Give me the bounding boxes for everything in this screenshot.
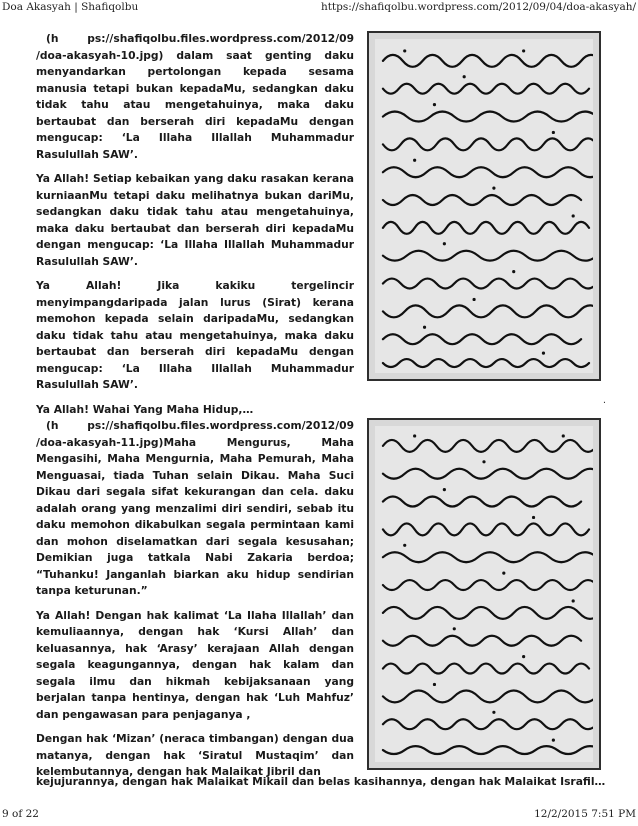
arabic-script-icon: [375, 426, 593, 762]
page-url: https://shafiqolbu.wordpress.com/2012/09/04/doa-akasyah/: [320, 1, 636, 13]
print-timestamp: 12/2/2015 7:51 PM: [534, 808, 636, 820]
arabic-script-icon: [375, 39, 593, 373]
section-1-text: [36, 31, 354, 426]
arabic-calligraphy-area: [375, 39, 593, 373]
arabic-prayer-image-2[interactable]: [367, 418, 601, 770]
paragraph: (h ps://shafiqolbu.files.wordpress.com/2012/09 /doa-akasyah-10.jpg) dalam saat genting daku menyandarkan pertolongan kepada sesama manusia tetapi bukan kepadaMu, sedangkan daku tidak tahu atau mengetahuinya, maka daku bertaubat dan berserah diri kepadaMu dengan mengucap: ‘La Illaha Illallah Muhammadur Rasulullah SAW’.: [36, 32, 354, 161]
section-2-last-line: kejujurannya, dengan hak Malaikat Mikail dan belas kasihannya, dengan hak Malaikat Israfil…: [36, 775, 606, 788]
paragraph: Ya Allah! Dengan hak kalimat ‘La Ilaha Illallah’ dan kemuliaannya, dengan hak ‘Kursi Allah’ dan keluasannya, hak ‘Arasy’ kerajaan Allah dengan segala keagungannya, dengan hak kalam dan segala ilmu dan hikmah kebijaksanaan yang berjalan tanpa hentinya, dengan hak ‘Luh Mahfuz’ dan pengawasan para penjaganya ,: [36, 608, 354, 721]
section-2-text: [36, 418, 354, 781]
paragraph: Dengan hak ‘Mizan’ (neraca timbangan) dengan dua matanya, dengan hak ‘Siratul Mustaqim’ dan kelembutannya, dengan hak Malaikat Jibril dan: [36, 732, 354, 778]
paragraph: Ya Allah! Setiap kebaikan yang daku rasakan kerana kurniaanMu tetapi daku melihatnya bukan dariMu, sedangkan daku tidak tahu atau mengetahuinya, maka daku bertaubat dan berserah diri kepadaMu dengan mengucap: ‘La Illaha Illallah Muhammadur Rasulullah SAW’.: [36, 172, 354, 268]
separator-dot: .: [602, 395, 606, 406]
page-title: Doa Akasyah | Shafiqolbu: [2, 1, 139, 13]
browser-print-header: [2, 1, 636, 15]
arabic-prayer-image-1[interactable]: [367, 31, 601, 381]
page-number: 9 of 22: [2, 808, 39, 820]
paragraph: Ya Allah! Jika kakiku tergelincir menyimpangdaripada jalan lurus (Sirat) kerana memohon kepada selain daripadaMu, sedangkan daku tidak tahu atau mengetahuinya, maka daku bertaubat dan berserah diri kepadaMu dengan mengucap: ‘La Illaha Illallah Muhammadur Rasulullah SAW’.: [36, 279, 354, 391]
paragraph: (h ps://shafiqolbu.files.wordpress.com/2012/09 /doa-akasyah-11.jpg)Maha Mengurus, Maha Mengasihi, Maha Mengurnia, Maha Pemurah, Maha Menguasai, tiada Tuhan selain Dikau. Maha Suci Dikau dari segala sifat kekurangan dan cela. daku adalah orang yang menzalimi diri sendiri, sebab itu daku memohon dikabulkan segala permintaan kami dan mohon diselamatkan dari segala kesusahan; Demikian juga tatkala Nabi Zakaria berdoa; “Tuhanku! Janganlah biarkan aku hidup sendirian tanpa keturunan.”: [36, 419, 354, 597]
arabic-calligraphy-area: [375, 426, 593, 762]
paragraph: Ya Allah! Wahai Yang Maha Hidup,…: [36, 402, 254, 416]
browser-print-footer: [2, 808, 636, 822]
